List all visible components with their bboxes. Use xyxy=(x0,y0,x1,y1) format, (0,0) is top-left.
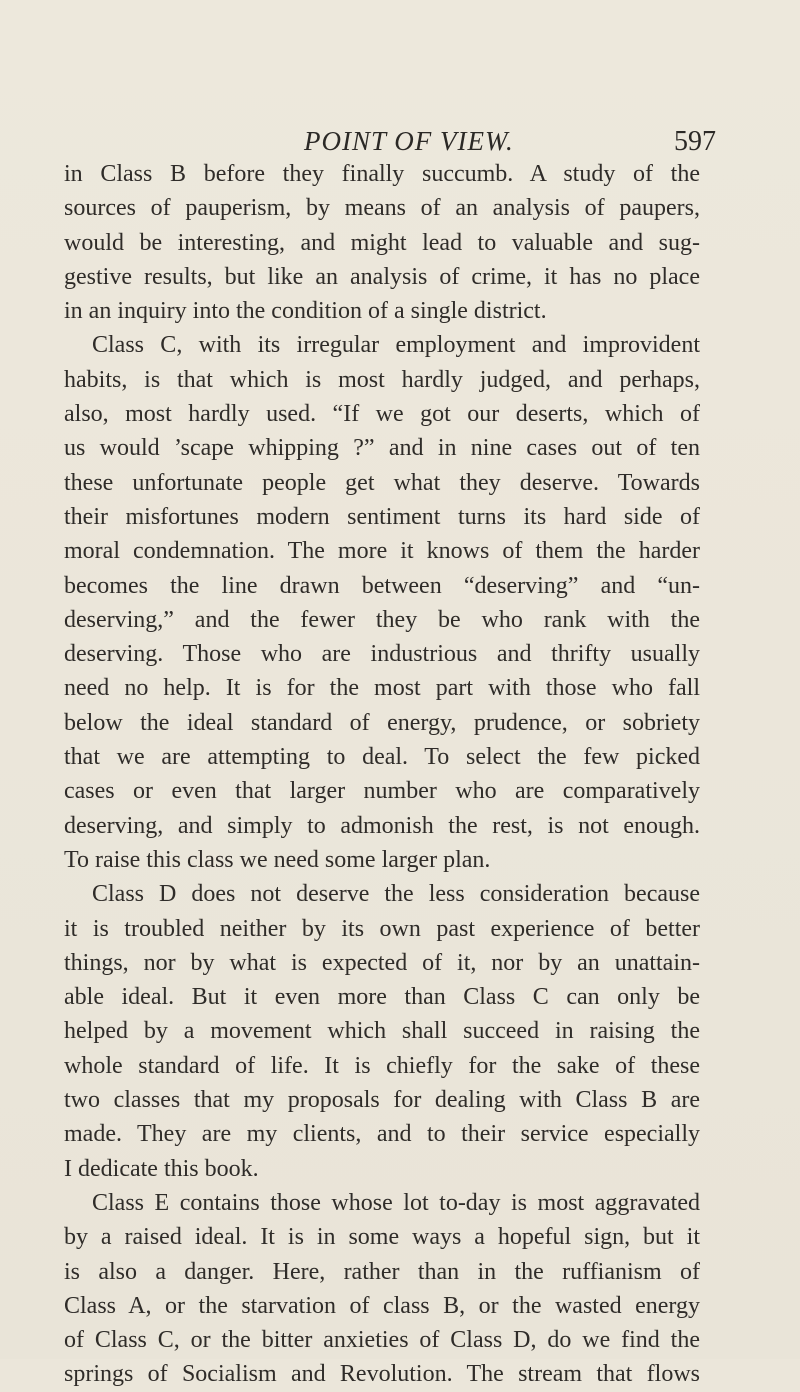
text-line: of Class C, or the bitter anxieties of Class D, do we find the xyxy=(64,1327,700,1354)
text-line: would be interesting, and might lead to valuable and sug- xyxy=(64,229,700,256)
text-line: springs of Socialism and Revolution. The stream that flows xyxy=(64,1361,700,1388)
text-line: Class A, or the starvation of class B, or the wasted energy xyxy=(64,1292,700,1319)
text-line: able ideal. But it even more than Class C can only be xyxy=(64,984,700,1011)
text-line: deserving, and simply to admonish the rest, is not enough. xyxy=(64,812,700,839)
text-line: Class C, with its irregular employment and improvident xyxy=(92,332,700,359)
text-line: below the ideal standard of energy, prudence, or sobriety xyxy=(64,709,700,736)
text-line: is also a danger. Here, rather than in the ruffianism of xyxy=(64,1258,700,1285)
text-line: things, nor by what is expected of it, nor by an unattain- xyxy=(64,949,700,976)
text-line: two classes that my proposals for dealing with Class B are xyxy=(64,1087,700,1114)
body-text xyxy=(64,157,700,1392)
text-line: deserving,” and the fewer they be who rank with the xyxy=(64,606,700,633)
text-line: it is troubled neither by its own past experience of better xyxy=(64,915,700,942)
text-line: also, most hardly used. “If we got our deserts, which of xyxy=(64,401,700,428)
text-line: by a raised ideal. It is in some ways a hopeful sign, but it xyxy=(64,1224,700,1251)
text-line: in Class B before they finally succumb. A study of the xyxy=(64,161,700,187)
running-title: POINT OF VIEW. xyxy=(304,126,514,156)
text-line: in an inquiry into the condition of a single district. xyxy=(64,298,547,325)
text-line: sources of pauperism, by means of an analysis of paupers, xyxy=(64,195,700,222)
text-line: deserving. Those who are industrious and thrifty usually xyxy=(64,641,700,668)
text-line: becomes the line drawn between “deserving” and “un- xyxy=(64,572,700,599)
text-line: moral condemnation. The more it knows of them the harder xyxy=(64,538,700,565)
text-line: need no help. It is for the most part with those who fall xyxy=(64,675,700,702)
text-line: gestive results, but like an analysis of crime, it has no place xyxy=(64,263,700,290)
text-line: cases or even that larger number who are comparatively xyxy=(64,778,700,805)
text-line: that we are attempting to deal. To select the few picked xyxy=(64,744,700,771)
text-line: habits, is that which is most hardly judged, and perhaps, xyxy=(64,366,700,393)
text-line: their misfortunes modern sentiment turns its hard side of xyxy=(64,503,700,530)
text-line: helped by a movement which shall succeed in raising the xyxy=(64,1018,700,1045)
page-number: 597 xyxy=(674,126,716,157)
text-line: us would ’scape whipping ?” and in nine cases out of ten xyxy=(64,435,700,462)
text-line: whole standard of life. It is chiefly for the sake of these xyxy=(64,1052,700,1079)
text-line: Class D does not deserve the less consideration because xyxy=(92,881,700,908)
text-line: these unfortunate people get what they deserve. Towards xyxy=(64,469,700,496)
text-line: To raise this class we need some larger plan. xyxy=(64,846,491,873)
text-line: Class E contains those whose lot to-day is most aggravated xyxy=(92,1189,700,1216)
text-line: I dedicate this book. xyxy=(64,1155,259,1182)
text-line: made. They are my clients, and to their service especially xyxy=(64,1121,700,1148)
